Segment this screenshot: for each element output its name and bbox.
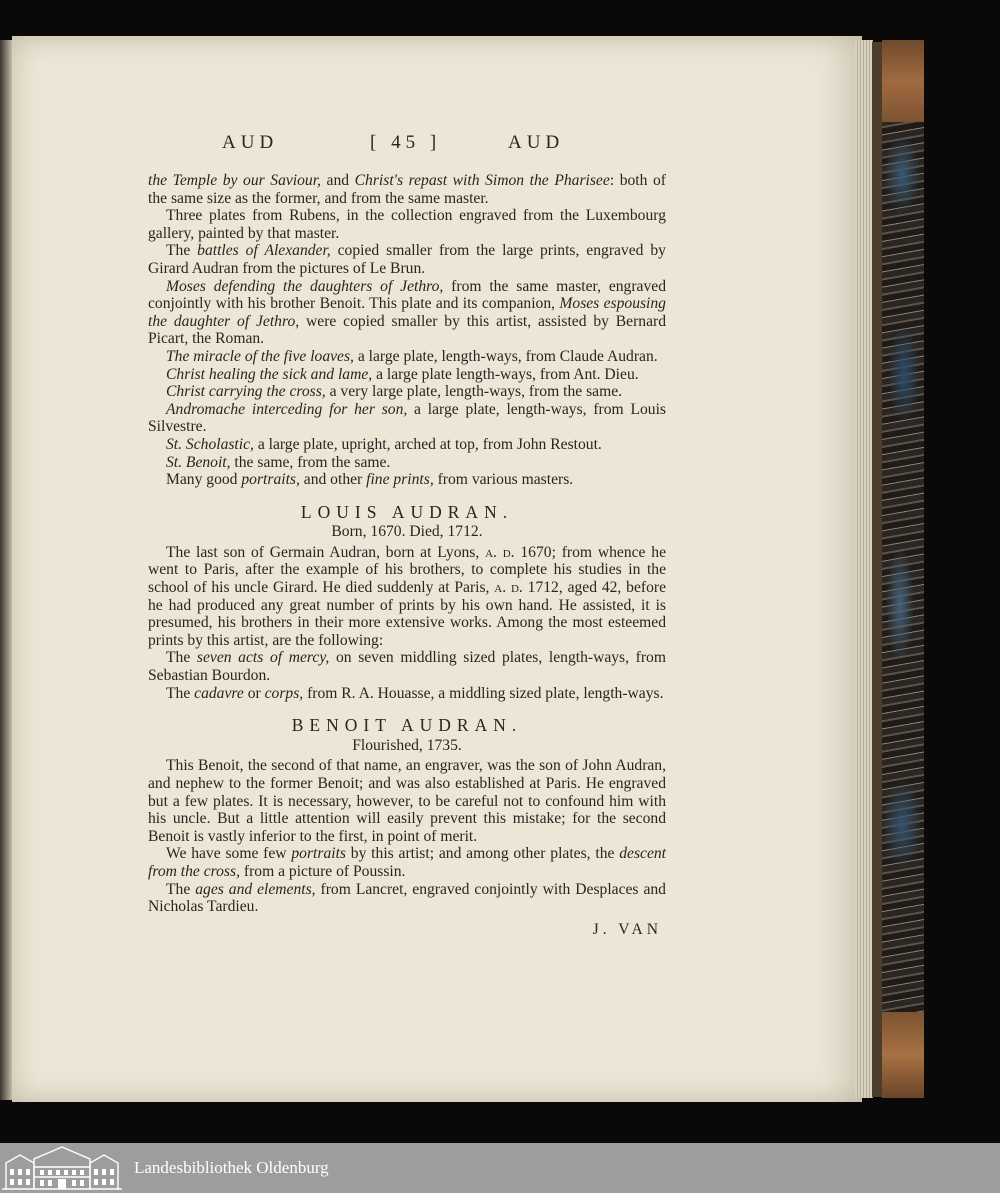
paragraph: This Benoit, the second of that name, an engraver, was the son of John Audran, and nephew to the former Benoit; and was also established at Paris. He engraved but a few plates. It is necessary, however, to be careful not to confound him with his uncle. But a little attention will easily prevent this mistake; for the second Benoit is vastly inferior to the first, in point of merit.: [148, 757, 666, 845]
page-number: [ 45 ]: [370, 132, 442, 153]
paragraph: St. Benoit, the same, from the same.: [166, 453, 391, 471]
paragraph: The seven acts of mercy, on seven middling sized plates, length-ways, from Sebastian Bourdon.: [148, 649, 666, 685]
cover-board-edge: [872, 42, 882, 1097]
paragraph: Three plates from Rubens, in the collection engraved from the Luxembourg gallery, painted by that master.: [148, 207, 666, 242]
library-building-logo-icon: [0, 1143, 124, 1193]
paragraph: Many good portraits, and other fine prints, from various masters.: [166, 471, 574, 489]
section-dates-louis: Born, 1670. Died, 1712.: [331, 523, 483, 541]
paragraph: Andromache interceding for her son, a large plate, length-ways, from Louis Silvestre.: [148, 400, 666, 436]
leather-corner-bottom: [882, 1012, 924, 1098]
paragraph: The last son of Germain Audran, born at Lyons, a. d. 1670; from whence he went to Paris, after the example of his brothers, to complete his studies in the school of his uncle Girard. He died suddenly at Paris, a. d. 1712, aged 42, before he had produced any great number of prints by his own hand. He assisted, it is presumed, his brothers in their more extensive works. Among the most esteemed prints by this artist, are the following:: [148, 543, 666, 649]
paragraph: the Temple by our Saviour, and Christ's repast with Simon the Pharisee: both of the same size as the former, and from the same master.: [148, 172, 666, 207]
marbled-cover: [882, 44, 924, 1094]
running-header: [148, 134, 666, 158]
page-text: [148, 134, 666, 938]
catchword: J. VAN: [592, 920, 662, 938]
library-name: Landesbibliothek Oldenburg: [134, 1158, 329, 1177]
paragraph: The cadavre or corps, from R. A. Houasse, a middling sized plate, length-ways.: [166, 684, 664, 702]
page-fore-edge: [855, 40, 873, 1098]
paragraph: The ages and elements, from Lancret, engraved conjointly with Desplaces and Nicholas Tardieu.: [148, 880, 666, 916]
header-right: AUD: [508, 132, 565, 153]
header-left: AUD: [222, 132, 279, 153]
footer-bar: [0, 1143, 1000, 1193]
paragraph: We have some few portraits by this artist; and among other plates, the descent from the cross, from a picture of Poussin.: [148, 845, 666, 880]
section-dates-benoit: Flourished, 1735.: [352, 736, 462, 754]
section-title-louis: LOUIS AUDRAN.: [300, 501, 514, 522]
paragraph: Moses defending the daughters of Jethro, from the same master, engraved conjointly with his brother Benoit. This plate and its companion, Moses espousing the daughter of Jethro, were copied smaller by this artist, assisted by Bernard Picart, the Roman.: [148, 277, 667, 348]
paragraph: St. Scholastic, a large plate, upright, arched at top, from John Restout.: [166, 435, 602, 453]
paragraph: The battles of Alexander, copied smaller from the large prints, engraved by Girard Audran from the pictures of Le Brun.: [148, 242, 666, 277]
paragraph: Christ healing the sick and lame, a large plate length-ways, from Ant. Dieu.: [166, 365, 639, 383]
paragraph: The miracle of the five loaves, a large plate, length-ways, from Claude Audran.: [166, 347, 658, 365]
paragraph: Christ carrying the cross, a very large plate, length-ways, from the same.: [166, 383, 623, 401]
section-title-benoit: BENOIT AUDRAN.: [291, 715, 523, 736]
leather-corner-top: [882, 40, 924, 122]
